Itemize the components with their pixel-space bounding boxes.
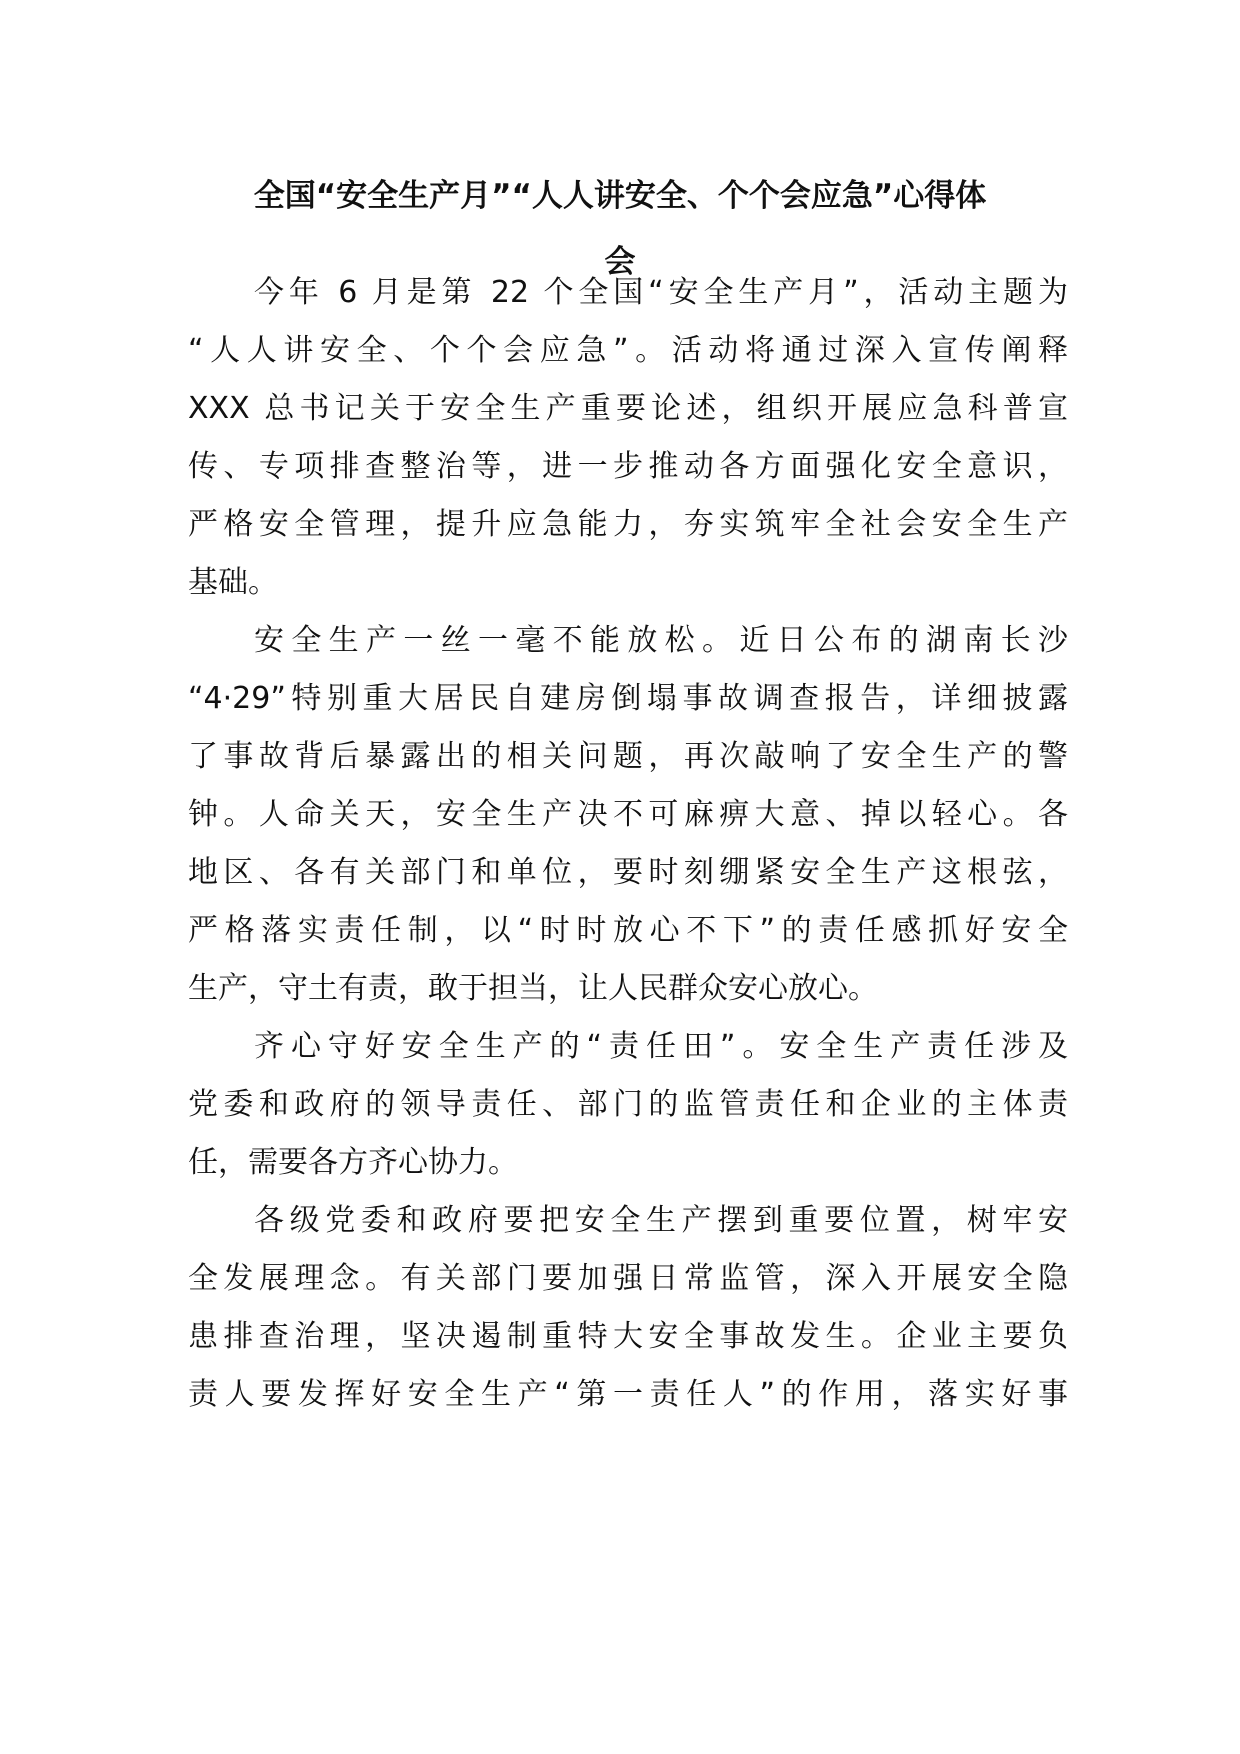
paragraph-2-line-6: 严格落实责任制，以“时时放心不下”的责任感抓好安全 [188,913,1068,948]
paragraph-4-line-1: 各级党委和政府要把安全生产摆到重要位置，树牢安 [254,1203,1068,1238]
document-title-line-1: 全国“安全生产月”“人人讲安全、个个会应急”心得体 [253,178,987,214]
paragraph-3-line-3: 任，需要各方齐心协力。 [188,1145,518,1180]
paragraph-2-line-5: 地区、各有关部门和单位，要时刻绷紧安全生产这根弦， [188,855,1068,890]
paragraph-1-line-4: 传、专项排查整治等，进一步推动各方面强化安全意识， [188,449,1068,484]
paragraph-2-line-2: “4·29”特别重大居民自建房倒塌事故调查报告，详细披露 [188,681,1068,716]
paragraph-4-line-2: 全发展理念。有关部门要加强日常监管，深入开展安全隐 [188,1261,1068,1296]
paragraph-1-line-5: 严格安全管理，提升应急能力，夯实筑牢全社会安全生产 [188,507,1068,542]
paragraph-2-line-7: 生产，守土有责，敢于担当，让人民群众安心放心。 [188,971,878,1006]
paragraph-1-line-2: “人人讲安全、个个会应急”。活动将通过深入宣传阐释 [188,333,1068,368]
paragraph-3-line-2: 党委和政府的领导责任、部门的监管责任和企业的主体责 [188,1087,1068,1122]
document-title-line-2: 会 [604,244,636,280]
paragraph-4-line-4: 责人要发挥好安全生产“第一责任人”的作用，落实好事 [188,1377,1068,1412]
paragraph-1-line-1: 今年 6 月是第 22 个全国“安全生产月”，活动主题为 [254,275,1068,310]
paragraph-4-line-3: 患排查治理，坚决遏制重特大安全事故发生。企业主要负 [188,1319,1068,1354]
paragraph-2-line-3: 了事故背后暴露出的相关问题，再次敲响了安全生产的警 [188,739,1068,774]
paragraph-2-line-1: 安全生产一丝一毫不能放松。近日公布的湖南长沙 [254,623,1068,658]
paragraph-3-line-1: 齐心守好安全生产的“责任田”。安全生产责任涉及 [254,1029,1068,1064]
paragraph-1-line-6: 基础。 [188,565,278,600]
paragraph-2-line-4: 钟。人命关天，安全生产决不可麻痹大意、掉以轻心。各 [188,797,1068,832]
paragraph-1-line-3: XXX 总书记关于安全生产重要论述，组织开展应急科普宣 [188,391,1068,426]
